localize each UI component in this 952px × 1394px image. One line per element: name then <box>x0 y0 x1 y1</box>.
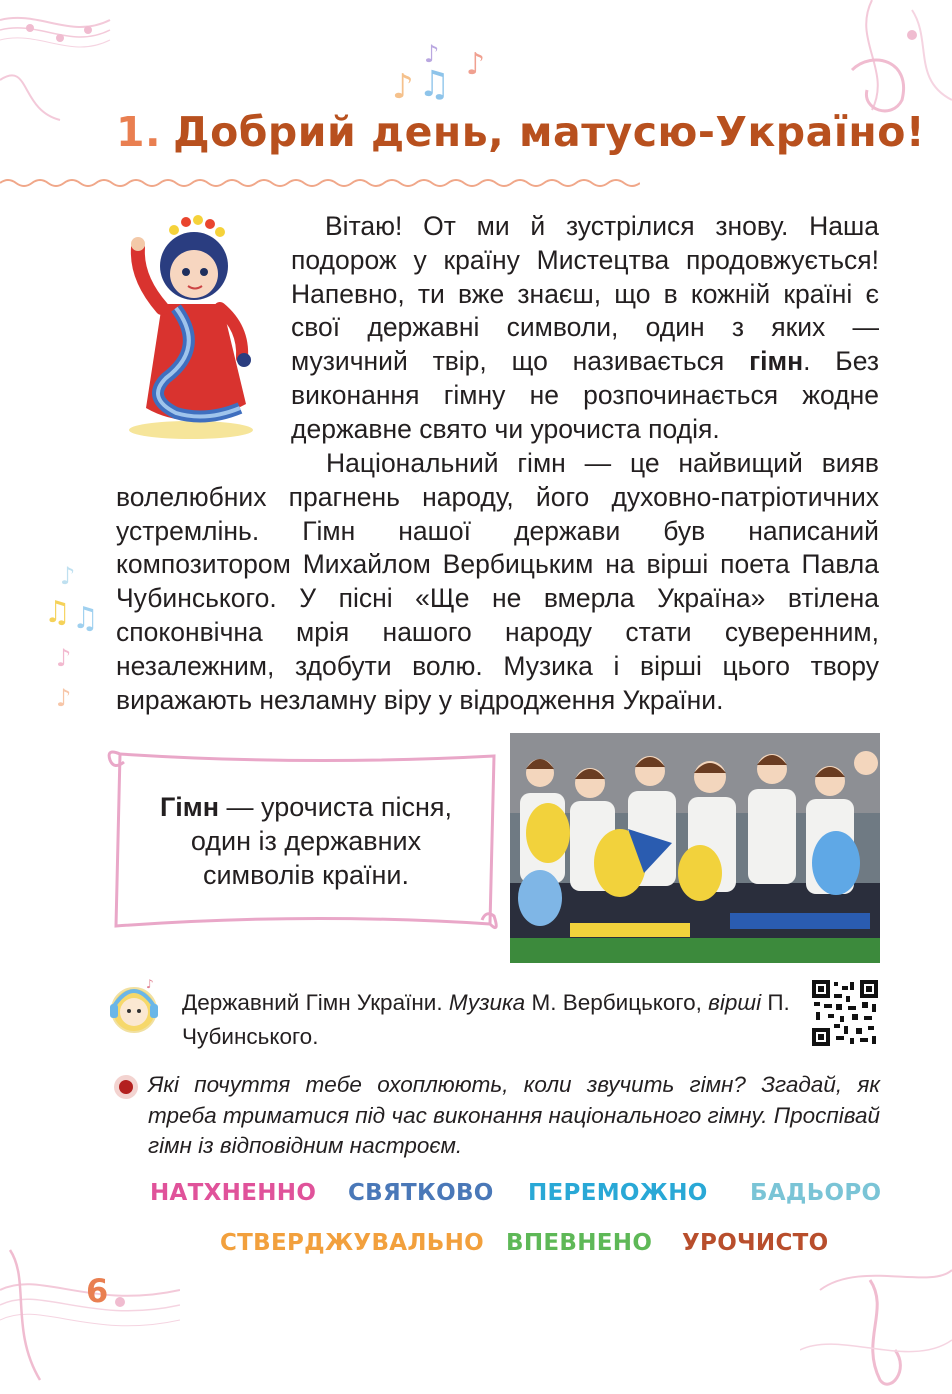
lesson-title <box>116 108 926 156</box>
svg-text:♪: ♪ <box>466 47 486 82</box>
anthem-paragraph <box>116 447 879 717</box>
caption-lyrics-label: вірші <box>708 990 762 1015</box>
caption-title: Державний Гімн України. <box>182 990 443 1015</box>
svg-text:♪: ♪ <box>146 977 154 991</box>
intro-text-start: Вітаю! От ми й зустрілися знову. Наша подорож у країну Мистецтва продовжується! Напевно, ти вже знаєш, що в кожній країні є свої державні символи, один з яких — музичний твір, що називається <box>291 211 879 377</box>
svg-text:♪: ♪ <box>60 562 76 590</box>
mood-word: СТВЕРДЖУВАЛЬНО <box>220 1230 485 1256</box>
bottom-left-music-swirl <box>0 1230 180 1394</box>
definition-text: — урочиста пісня, один із державних символів країни. <box>190 792 453 890</box>
bottom-right-music-swirl <box>800 1250 952 1394</box>
mood-word: БАДЬОРО <box>750 1180 882 1206</box>
definition-term: Гімн <box>159 792 220 822</box>
children-with-balloons-photo <box>510 733 880 963</box>
music-notes-icon <box>392 34 496 106</box>
question-text: Які почуття тебе охоплюють, коли звучить гімн? Згадай, як треба триматися під час виконання національного гімну. Проспівай гімн із відповідним настроєм. <box>148 1072 880 1158</box>
svg-text:♪: ♪ <box>424 40 440 68</box>
question-bullet-icon <box>112 1073 140 1101</box>
page-number: 6 <box>86 1272 109 1310</box>
caption-composer: М. Вербицького, <box>525 990 709 1015</box>
svg-text:♫: ♫ <box>418 64 451 105</box>
mood-word: УРОЧИСТО <box>682 1230 829 1256</box>
mood-word: ВПЕВНЕНО <box>506 1230 653 1256</box>
girl-illustration <box>116 208 266 440</box>
lesson-title-text: Добрий день, матусю-Україно! <box>173 108 926 156</box>
mood-word: СВЯТКОВО <box>348 1180 494 1206</box>
caption-poet: П. Чубинського. <box>182 990 790 1049</box>
anthem-term: гімн <box>749 346 804 377</box>
anthem-definition <box>132 790 480 892</box>
qr-code[interactable] <box>812 980 878 1046</box>
svg-text:♪: ♪ <box>56 684 72 712</box>
mood-word: ПЕРЕМОЖНО <box>528 1180 708 1206</box>
svg-text:♪: ♪ <box>392 67 414 106</box>
music-notes-icon <box>44 556 104 716</box>
anthem-audio-caption <box>182 986 802 1054</box>
mood-word: НАТХНЕННО <box>150 1180 317 1206</box>
svg-text:♪: ♪ <box>56 644 72 672</box>
caption-music-label: Музика <box>448 990 526 1015</box>
intro-paragraph <box>291 210 879 447</box>
anthem-paragraph-text: Національний гімн — це найвищий вияв волелюбних прагнень народу, його духовно-патріотичних устремлінь. Гімн нашої держави був написаний композитором Михайлом Вербицьким на вірші поета Павла Чубинського. У пісні «Ще не вмерла Україна» втілена споконвічна мрія нашого народу стати суверенним, незалежним, здобути волю. Музика і вірші цього твору виражають незламну віру у відродження України. <box>116 448 879 715</box>
svg-text:♫: ♫ <box>72 601 99 636</box>
title-wavy-underline <box>0 176 640 190</box>
lesson-number: 1. <box>116 108 162 156</box>
svg-text:♫: ♫ <box>44 595 71 630</box>
intro-text-end: . Без виконання гімну не розпочинається жодне державне свято чи урочиста подія. <box>291 346 880 444</box>
headphones-listening-icon <box>110 976 162 1034</box>
